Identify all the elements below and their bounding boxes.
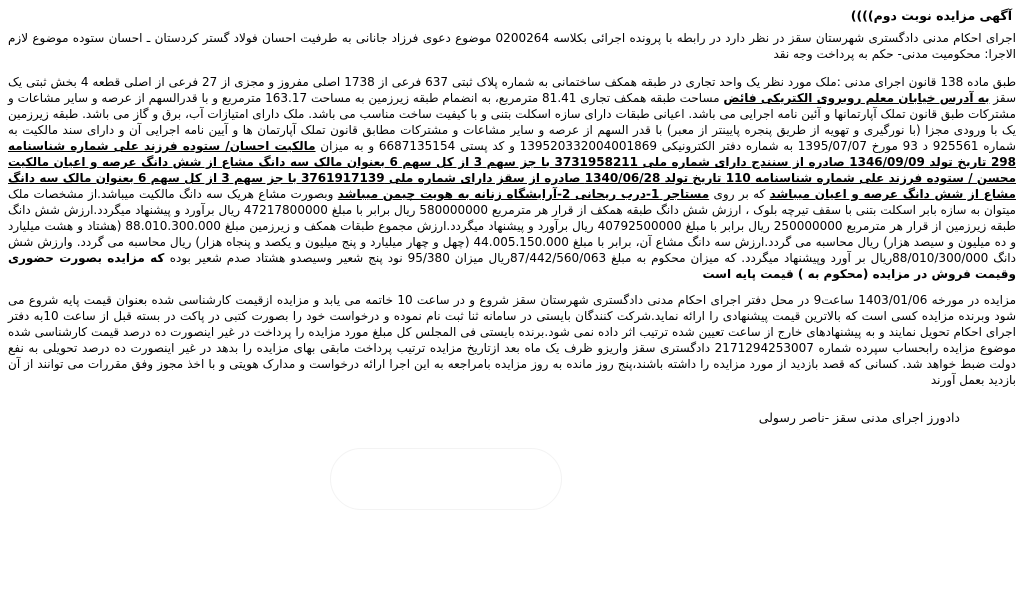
tenant-details: مستاجر 1-درب ریحانی 2-آرایشگاه زنانه به هویت چیمن میباشد: [337, 187, 710, 201]
property-text-3: که بر روی: [713, 187, 770, 201]
notice-intro-paragraph: اجرای احکام مدنی دادگستری شهرستان سقز در نظر دارد در رابطه با پرونده اجرائی بکلاسه 0200264 موضوع دعوی فرزاد جانانی به طرفیت احسان فولاد گستر کردستان ـ احسان ستوده موضوع لازم الاجرا: محکومیت مدنی- حکم به پرداخت وجه نقد: [8, 31, 1016, 61]
auction-terms-paragraph: مزایده در مورخه 1403/01/06 ساعت9 در محل دفتر اجرای احکام مدنی دادگستری شهرستان سقز شروع و در ساعت 10 خاتمه می یابد و مزایده ازقیمت کارشناسی شده بعنوان قیمت پایه شروع می شود وبرنده مزایده کسی است که بالاترین قیمت پیشنهادی را ارائه نماید.شرکت کنندگان بایستی در سامانه ثنا ثبت نام نموده و درخواست خود را بصورت کتبی در پاکت در بسته قبل از ساعت 10به دفتر اجرای احکام تحویل نمایند و به پیشنهادهای خارج از ساعت تعیین شده ترتیب اثر داده نمی شود.برنده بایستی فی المجلس کل مبلغ مورد مزایده را پرداخت در غیر اینصورت ده درصد قیمت کارشناسی شده موضوع مزایده رابحساب سپرده شماره 2171294253007 دادگستری سقز واریزو ظرف یک ماه بعد ازتاریخ مزایده ترتیب پرداخت مابقی بهای مزایده را بدهد در غیر اینصورت ده درصد تحویلی به نفع دولت ضبط خواهد شد. کسانی که قصد بازدید از مورد مزایده را داشته باشند،پنج روز مانده به روز مزایده بامراجعه به این اجرا ارائه درخواست و مدارک هویتی و با اخذ مجوز وفق مقررات می توانند از آن بازدید بعمل آورند: [8, 293, 1017, 387]
property-description-paragraph: [8, 74, 1016, 282]
auction-base-price-note: که مزایده بصورت حضوری وقیمت فروش در مزایده (محکوم به ) قیمت پایه است: [8, 251, 1016, 281]
notice-title: آگهی مزایده نوبت دوم)))): [850, 8, 1012, 23]
valuation-text: وبصورت مشاع هریک سه دانگ مالکیت میباشد.از مشخصات ملک میتوان به سازه بابر اسکلت بتنی با سقف تیرچه بلوک ، ارزش شش دانگ طبقه همکف از قرار هر مترمربع 580000000 ریال برابر با مبلغ 47217800000 ریال برآورد و پیشنهاد میگردد.ارزش شش دانگ طبقه زیرزمین از قرار هر مترمربع 250000000 ریال برابر با مبلغ 40792500000 ریال برآورد و پیشنهاد میگردد.ارزش مجموع طبقات همکف و زیرزمین مبلغ 88.010.300.000 (هشتاد و هشت میلیارد و ده میلیون و سیصد هزار) ریال محاسبه می گردد.ارزش سه دانگ مشاع آن، برابر با مبلغ 44.005.150.000 (چهل و چهار میلیارد و پنج میلیون و یکصد و پنجاه هزار) ریال محاسبه می گردد. وارزش شش دانگ 88/010/300/000ریال بر آورد وپیشنهاد میگردد. که میزان محکوم به مبلغ 87/442/560/063ریال میزان 95/380 نود پنج شعیر وسیصدو هشتاد صدم شعیر بوده: [8, 187, 1016, 265]
property-text-2: مساحت طبقه همکف تجاری 81.41 مترمربع، به انضمام طبقه زیرزمین به مساحت 163.17 مترمربع و با قدرالسهم از عرصه و سایر مشاعات و مشترکات طبق قانون تملک آپارتمانها و آئین نامه اجرایی می باشد. اعیانی طبقات دارای سازه اسکلت بتنی و با کیفیت ساخت مناسب می باشد. ملک دارای امتیازات آب، برق و گاز می باشد. طبقه زیرزمین یک با ورودی مجزا (با نورگیری و تهویه از طریق پنجره پایینتر از معبر) با قدر السهم از عرصه و سایر مشاعات و مشترکات مطابق قانون تملک آپارتمان ها و آیین نامه اجرایی آن و دارای سند مالکیت به شماره 925561 د 93 مورخ 1395/07/07 به شماره دفتر الکترونیکی 139520332004001869 و کد پستی 6687135154 و به میزان: [8, 91, 1016, 153]
signature: دادورز اجرای مدنی سقز -ناصر رسولی: [758, 410, 960, 425]
property-address: به آدرس خیابان معلم روبروی الکتریکی فائض: [723, 91, 990, 105]
property-text-1: طبق ماده 138 قانون اجرای مدنی :ملک مورد نظر یک واحد تجاری در طبقه همکف ساختمانی به شماره پلاک ثبتی 637 فرعی از 1738 اصلی مفروز و مجزی از 27 فرعی از اصلی قطعه 4 بخش ثبتی یک سقز: [8, 75, 1017, 105]
watermark-seal: [330, 448, 562, 510]
ownership-details: مالکیت احسان/ ستوده فرزند علی شماره شناسنامه 298 تاریخ تولد 1346/09/09 صادره از سنندج دارای شماره ملی 3731958211 با جز سهم 3 از کل سهم 6 بعنوان مالک سه دانگ مشاع از شش دانگ عرصه و اعیان مالکیت محسن / ستوده فرزند علی شماره شناسنامه 110 تاریخ تولد 1340/06/28 صادره از سقز دارای شماره ملی 3761917139 با جز سهم 3 از کل سهم 6 بعنوان مالک سه دانگ مشاع از شش دانگ عرصه و اعیان میباشد: [8, 139, 1017, 201]
